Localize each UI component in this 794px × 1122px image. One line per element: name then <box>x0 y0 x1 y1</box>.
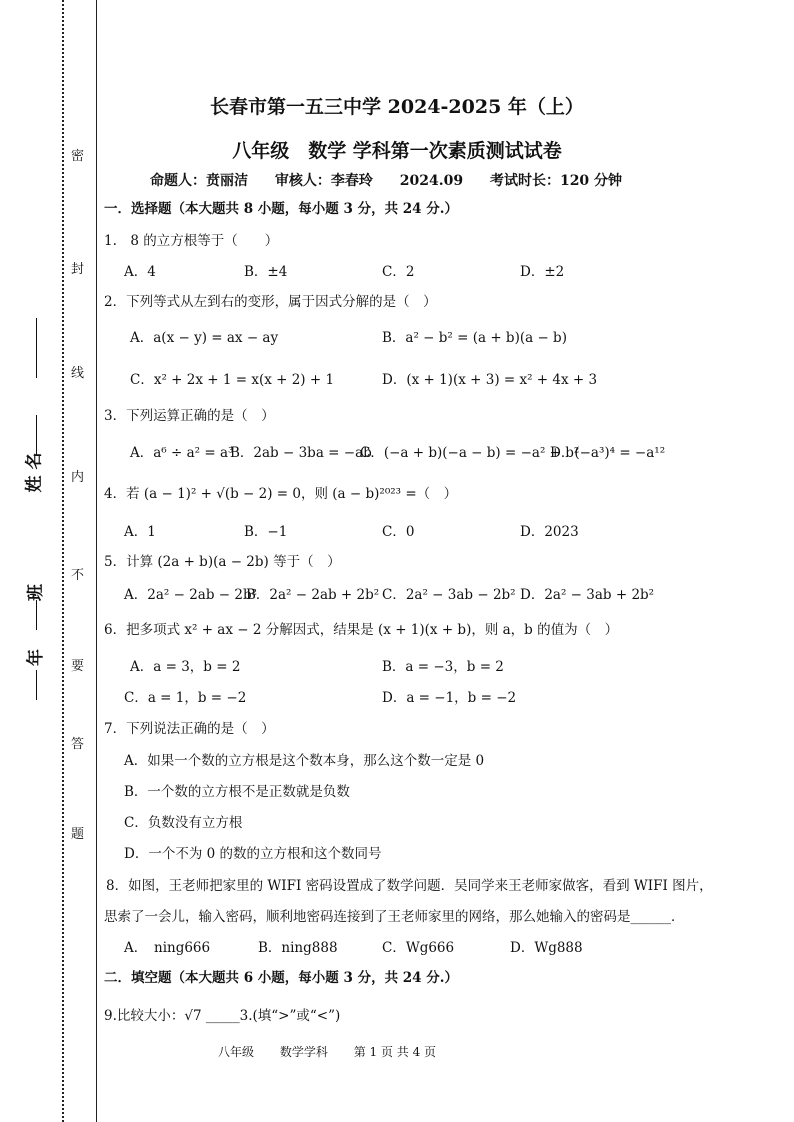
margin-blank-line-class[interactable] <box>36 415 37 455</box>
q2-option-c[interactable]: C．x² + 2x + 1 = x(x + 2) + 1 <box>130 372 335 388</box>
q1-option-d[interactable]: D．±2 <box>520 264 565 280</box>
question-4-stem: 4．若 (a − 1)² + √(b − 2) = 0，则 (a − b)²⁰²³ =（ ） <box>104 486 458 502</box>
seal-char: 要 <box>71 659 85 674</box>
q7-option-a[interactable]: A．如果一个数的立方根是这个数本身，那么这个数一定是 0 <box>124 753 485 769</box>
q7-option-b[interactable]: B．一个数的立方根不是正数就是负数 <box>124 784 350 800</box>
q8-option-a[interactable]: A． ning666 <box>124 940 211 956</box>
margin-blank-line-grade[interactable] <box>36 600 37 630</box>
question-9: 9.比较大小：√7 _____3.(填“>”或“<”) <box>104 1008 341 1024</box>
q6-option-b[interactable]: B．a = −3，b = 2 <box>382 659 504 675</box>
author: 命题人：贲丽洁 <box>150 173 248 189</box>
seal-char: 密 <box>71 149 85 164</box>
q5-option-c[interactable]: C．2a² − 3ab − 2b² <box>382 587 516 603</box>
left-solid-line <box>96 0 97 1122</box>
section-heading-choice: 一．选择题（本大题共 8 小题，每小题 3 分，共 24 分.） <box>104 201 458 217</box>
q4-option-d[interactable]: D．2023 <box>520 524 579 540</box>
q5-option-a[interactable]: A．2a² − 2ab − 2b² <box>124 587 258 603</box>
q5-option-d[interactable]: D．2a² − 3ab + 2b² <box>520 587 655 603</box>
q8-option-d[interactable]: D．Wg888 <box>510 940 583 956</box>
q3-option-d[interactable]: D．(−a³)⁴ = −a¹² <box>550 445 666 461</box>
q4-option-b[interactable]: B．−1 <box>244 524 288 540</box>
margin-blank-line-bottom[interactable] <box>36 670 37 700</box>
q1-option-a[interactable]: A．4 <box>124 264 156 280</box>
grade-field-label: 年 <box>26 649 46 666</box>
q3-option-a[interactable]: A．a⁶ ÷ a² = a³ <box>130 445 234 461</box>
q2-option-d[interactable]: D．(x + 1)(x + 3) = x² + 4x + 3 <box>382 372 598 388</box>
exam-title-line2: 八年级 数学 学科第一次素质测试试卷 <box>232 140 562 162</box>
q7-option-c[interactable]: C．负数没有立方根 <box>124 815 243 831</box>
exam-info <box>150 170 644 190</box>
question-8-line2: 思索了一会儿，输入密码，顺利地密码连接到了王老师家里的网络，那么她输入的密码是______． <box>104 909 685 925</box>
question-1-stem: 1. 8 的立方根等于（ ） <box>104 233 279 249</box>
footer-page: 第 1 页 共 4 页 <box>353 1045 437 1059</box>
q8-option-b[interactable]: B．ning888 <box>258 940 338 956</box>
exam-date: 2024.09 <box>399 173 464 189</box>
q5-option-b[interactable]: B．2a² − 2ab + 2b² <box>246 587 380 603</box>
exam-title-line1: 长春市第一五三中学 2024-2025 年（上） <box>210 96 584 118</box>
q3-option-c[interactable]: C．(−a + b)(−a − b) = −a² + b² <box>360 445 580 461</box>
section-heading-fill: 二．填空题（本大题共 6 小题，每小题 3 分，共 24 分.） <box>104 970 458 986</box>
question-2-stem: 2．下列等式从左到右的变形，属于因式分解的是（ ） <box>104 294 437 310</box>
left-dotted-line <box>62 0 64 1122</box>
q4-option-c[interactable]: C．0 <box>382 524 415 540</box>
question-8-line1: 8．如图，王老师把家里的 WIFI 密码设置成了数学问题．吴同学来王老师家做客，看到 WIFI 图片， <box>106 878 713 894</box>
seal-char: 答 <box>71 737 85 752</box>
question-3-stem: 3．下列运算正确的是（ ） <box>104 408 275 424</box>
q4-option-a[interactable]: A．1 <box>124 524 156 540</box>
seal-char: 内 <box>71 470 85 485</box>
margin-blank-line-name[interactable] <box>36 318 37 378</box>
footer-grade: 八年级 <box>218 1045 255 1059</box>
question-7-stem: 7．下列说法正确的是（ ） <box>104 721 275 737</box>
exam-duration: 考试时长：120 分钟 <box>489 173 623 189</box>
question-6-stem: 6．把多项式 x² + ax − 2 分解因式，结果是 (x + 1)(x + b)，则 a，b 的值为（ ） <box>104 622 619 638</box>
q1-option-b[interactable]: B．±4 <box>244 264 288 280</box>
q7-option-d[interactable]: D．一个不为 0 的数的立方根和这个数同号 <box>124 846 382 862</box>
footer-subject: 数学学科 <box>279 1045 328 1059</box>
q2-option-a[interactable]: A．a(x − y) = ax − ay <box>130 330 279 346</box>
seal-char: 线 <box>71 366 85 381</box>
q6-option-c[interactable]: C．a = 1，b = −2 <box>124 690 247 706</box>
q2-option-b[interactable]: B．a² − b² = (a + b)(a − b) <box>382 330 567 346</box>
seal-char: 封 <box>71 262 85 277</box>
question-5-stem: 5．计算 (2a + b)(a − 2b) 等于（ ） <box>104 554 341 570</box>
seal-char: 不 <box>71 568 85 583</box>
name-field-label: 姓 名 <box>24 452 45 493</box>
q6-option-a[interactable]: A．a = 3，b = 2 <box>130 659 241 675</box>
page-footer <box>218 1043 458 1060</box>
q3-option-b[interactable]: B．2ab − 3ba = −ab <box>230 445 372 461</box>
seal-char: 题 <box>71 827 85 842</box>
reviewer: 审核人：李春玲 <box>274 173 373 189</box>
q8-option-c[interactable]: C．Wg666 <box>382 940 455 956</box>
q6-option-d[interactable]: D．a = −1，b = −2 <box>382 690 517 706</box>
q1-option-c[interactable]: C．2 <box>382 264 415 280</box>
class-field-label: 班 <box>26 584 46 601</box>
